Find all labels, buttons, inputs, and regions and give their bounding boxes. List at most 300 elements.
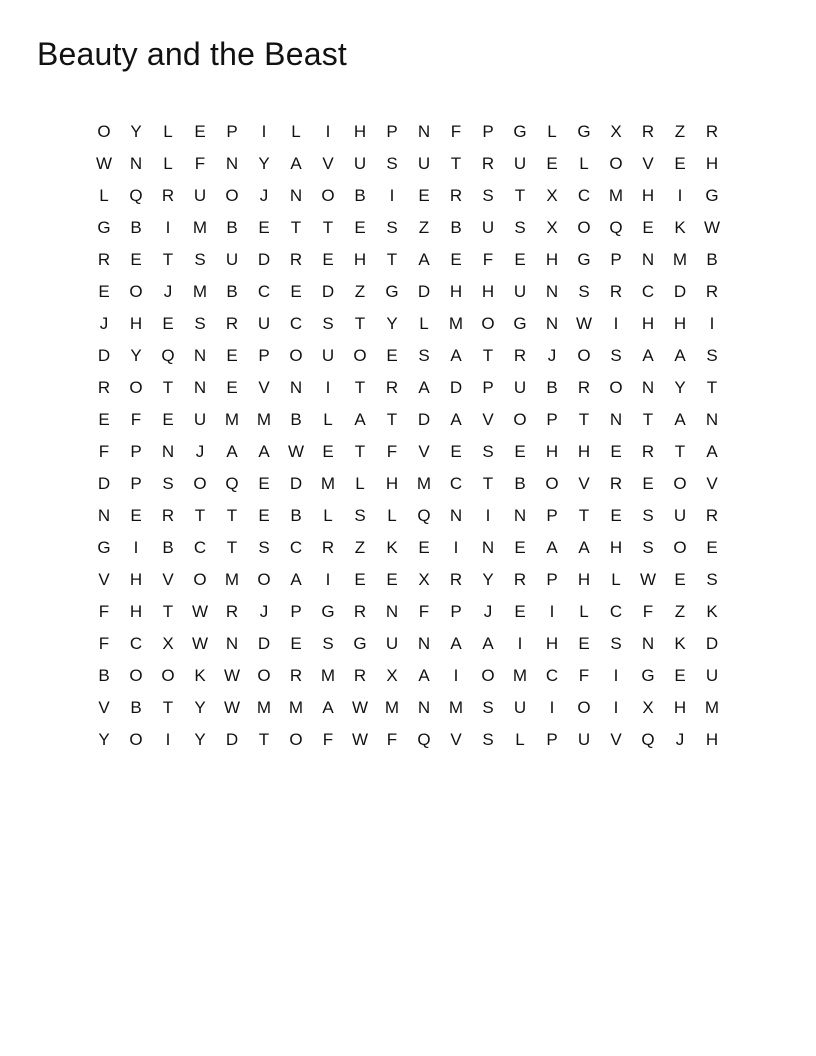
letter-cell: F [642,601,654,621]
letter-cell: E [226,377,238,397]
letter-cell: S [354,505,366,525]
letter-cell: F [98,441,110,461]
letter-cell: B [546,377,558,397]
letter-cell: T [162,377,174,397]
letter-cell: W [287,441,305,461]
letter-cell: H [449,281,463,301]
letter-cell: L [419,313,429,333]
letter-cell: N [641,377,655,397]
letter-cell: O [161,665,175,685]
letter-cell: D [705,633,719,653]
letter-cell: N [161,441,175,461]
letter-cell: C [641,281,655,301]
letter-cell: I [549,601,555,621]
letter-cell: E [290,633,302,653]
letter-cell: I [389,185,395,205]
letter-cell: O [577,697,591,717]
letter-cell: I [133,537,139,557]
letter-cell: H [129,601,143,621]
letter-cell: S [610,345,622,365]
letter-cell: S [418,345,430,365]
letter-cell: W [351,697,369,717]
letter-cell: T [354,377,366,397]
letter-cell: J [195,441,205,461]
letter-cell: E [642,473,654,493]
letter-cell: U [225,249,239,269]
letter-cell: S [194,313,206,333]
letter-cell: U [417,153,431,173]
letter-cell: I [325,569,331,589]
letter-cell: Q [225,473,239,493]
letter-cell: S [642,505,654,525]
letter-cell: N [545,281,559,301]
letter-cell: A [354,409,366,429]
letter-cell: J [259,601,269,621]
letter-cell: S [482,697,494,717]
letter-cell: G [577,249,591,269]
letter-cell: N [225,153,239,173]
letter-cell: N [129,153,143,173]
letter-cell: Q [161,345,175,365]
letter-cell: D [417,409,431,429]
letter-cell: G [705,185,719,205]
letter-cell: N [289,377,303,397]
letter-cell: M [416,473,432,493]
letter-cell: E [322,441,334,461]
letter-cell: I [613,697,619,717]
letter-cell: P [258,345,270,365]
letter-cell: T [354,441,366,461]
letter-cell: G [513,121,527,141]
letter-cell: F [386,729,398,749]
letter-cell: T [514,185,526,205]
letter-cell: H [353,249,367,269]
letter-cell: E [546,153,558,173]
letter-cell: A [290,569,302,589]
letter-cell: W [351,729,369,749]
letter-cell: M [192,281,208,301]
letter-cell: S [706,569,718,589]
letter-cell: O [609,153,623,173]
letter-cell: T [194,505,206,525]
letter-cell: G [97,217,111,237]
letter-cell: A [226,441,238,461]
letter-cell: A [546,537,558,557]
letter-cell: A [578,537,590,557]
letter-cell: K [674,217,686,237]
letter-cell: P [482,121,494,141]
letter-cell: D [449,377,463,397]
letter-cell: E [258,505,270,525]
letter-cell: C [129,633,143,653]
letter-cell: R [97,377,111,397]
letter-cell: A [322,697,334,717]
letter-cell: I [485,505,491,525]
letter-cell: E [674,153,686,173]
letter-cell: N [513,505,527,525]
letter-cell: N [417,633,431,653]
letter-cell: E [130,249,142,269]
letter-cell: A [418,249,430,269]
letter-cell: Y [386,313,398,333]
letter-cell: A [450,409,462,429]
letter-cell: I [677,185,683,205]
letter-cell: K [194,665,206,685]
letter-cell: U [705,665,719,685]
letter-cell: O [289,729,303,749]
letter-cell: Y [130,345,142,365]
letter-cell: S [578,281,590,301]
letter-cell: L [579,153,589,173]
letter-cell: E [514,537,526,557]
letter-cell: T [642,409,654,429]
letter-cell: R [609,281,623,301]
letter-cell: I [613,313,619,333]
letter-cell: O [193,473,207,493]
letter-cell: O [481,313,495,333]
letter-cell: P [546,729,558,749]
letter-cell: B [290,409,302,429]
letter-cell: Z [674,601,686,621]
letter-cell: T [482,345,494,365]
letter-cell: H [577,441,591,461]
letter-cell: F [98,633,110,653]
letter-cell: M [288,697,304,717]
letter-cell: S [194,249,206,269]
letter-cell: A [290,153,302,173]
letter-cell: C [289,313,303,333]
page-title: Beauty and the Beast [37,36,347,72]
letter-cell: H [385,473,399,493]
letter-cell: R [321,537,335,557]
letter-cell: O [97,121,111,141]
letter-cell: L [547,121,557,141]
letter-cell: G [321,601,335,621]
letter-cell: Z [418,217,430,237]
letter-cell: X [546,185,558,205]
letter-cell: E [258,217,270,237]
letter-cell: S [482,729,494,749]
letter-cell: E [130,505,142,525]
letter-cell: N [609,409,623,429]
letter-cell: X [418,569,430,589]
letter-cell: F [482,249,494,269]
letter-cell: V [162,569,174,589]
letter-cell: A [482,633,494,653]
letter-cell: B [130,217,142,237]
letter-cell: Q [129,185,143,205]
letter-cell: O [257,665,271,685]
letter-cell: R [449,185,463,205]
letter-cell: H [577,569,591,589]
letter-cell: F [578,665,590,685]
letter-cell: H [129,313,143,333]
letter-cell: H [545,633,559,653]
letter-cell: U [513,377,527,397]
letter-cell: C [545,665,559,685]
letter-cell: R [481,153,495,173]
letter-cell: J [675,729,685,749]
letter-cell: E [226,345,238,365]
letter-cell: L [323,505,333,525]
letter-cell: A [450,633,462,653]
letter-cell: H [609,537,623,557]
letter-cell: B [226,217,238,237]
letter-cell: M [224,569,240,589]
letter-cell: R [705,505,719,525]
letter-cell: E [162,313,174,333]
letter-cell: W [191,633,209,653]
letter-cell: B [354,185,366,205]
letter-cell: U [193,409,207,429]
letter-cell: O [289,345,303,365]
letter-cell: S [482,441,494,461]
letter-cell: H [673,697,687,717]
letter-cell: P [610,249,622,269]
letter-cell: E [386,569,398,589]
letter-cell: F [322,729,334,749]
letter-cell: E [162,409,174,429]
letter-cell: P [130,473,142,493]
letter-cell: K [706,601,718,621]
letter-cell: E [706,537,718,557]
letter-cell: Y [674,377,686,397]
letter-cell: O [577,345,591,365]
letter-cell: G [641,665,655,685]
letter-cell: T [354,313,366,333]
letter-cell: I [613,665,619,685]
letter-cell: I [549,697,555,717]
letter-cell: R [609,473,623,493]
letter-cell: R [513,345,527,365]
letter-cell: M [320,473,336,493]
letter-cell: L [611,569,621,589]
letter-cell: C [257,281,271,301]
letter-cell: X [610,121,622,141]
letter-cell: J [483,601,493,621]
letter-cell: N [449,505,463,525]
letter-cell: E [354,217,366,237]
letter-cell: T [386,249,398,269]
letter-cell: Q [609,217,623,237]
letter-cell: V [418,441,430,461]
letter-cell: O [481,665,495,685]
letter-cell: P [290,601,302,621]
letter-cell: U [513,153,527,173]
letter-cell: F [450,121,462,141]
letter-cell: V [98,697,110,717]
letter-cell: B [290,505,302,525]
letter-cell: T [322,217,334,237]
letter-cell: S [610,633,622,653]
letter-cell: E [258,473,270,493]
letter-cell: V [578,473,590,493]
letter-cell: V [642,153,654,173]
letter-cell: E [578,633,590,653]
letter-cell: S [258,537,270,557]
letter-cell: L [579,601,589,621]
letter-cell: P [130,441,142,461]
letter-cell: H [129,569,143,589]
letter-cell: S [322,313,334,333]
letter-cell: R [449,569,463,589]
letter-cell: H [705,153,719,173]
letter-cell: R [705,121,719,141]
letter-cell: A [418,377,430,397]
letter-cell: Q [417,505,431,525]
letter-cell: H [545,249,559,269]
letter-cell: R [97,249,111,269]
letter-cell: E [322,249,334,269]
letter-cell: M [704,697,720,717]
letter-cell: D [321,281,335,301]
letter-cell: F [418,601,430,621]
letter-cell: L [387,505,397,525]
letter-cell: F [98,601,110,621]
letter-cell: L [291,121,301,141]
letter-cell: R [577,377,591,397]
letter-cell: C [193,537,207,557]
letter-cell: U [577,729,591,749]
letter-cell: T [706,377,718,397]
letter-cell: X [546,217,558,237]
letter-cell: O [353,345,367,365]
letter-cell: U [321,345,335,365]
letter-cell: B [514,473,526,493]
letter-cell: N [289,185,303,205]
letter-cell: H [641,185,655,205]
letter-cell: B [226,281,238,301]
letter-cell: I [453,665,459,685]
letter-cell: V [322,153,334,173]
letter-cell: C [449,473,463,493]
letter-cell: I [165,217,171,237]
letter-cell: R [705,281,719,301]
letter-cell: L [99,185,109,205]
letter-cell: S [482,185,494,205]
letter-cell: P [546,569,558,589]
letter-cell: M [256,697,272,717]
letter-cell: Q [417,729,431,749]
letter-cell: I [453,537,459,557]
letter-cell: T [386,409,398,429]
letter-cell: I [325,377,331,397]
letter-cell: A [706,441,718,461]
letter-cell: P [450,601,462,621]
letter-cell: N [417,121,431,141]
letter-cell: W [95,153,113,173]
letter-cell: Y [258,153,270,173]
letter-cell: L [515,729,525,749]
letter-cell: J [547,345,557,365]
letter-cell: V [258,377,270,397]
letter-cell: P [546,409,558,429]
letter-cell: R [161,185,175,205]
letter-cell: I [709,313,715,333]
letter-cell: L [355,473,365,493]
letter-cell: B [450,217,462,237]
letter-cell: P [386,121,398,141]
letter-cell: O [129,281,143,301]
letter-cell: K [386,537,398,557]
letter-cell: M [448,697,464,717]
letter-cell: T [226,505,238,525]
letter-cell: B [98,665,110,685]
letter-cell: T [482,473,494,493]
letter-cell: E [98,409,110,429]
letter-cell: C [289,537,303,557]
letter-cell: E [354,569,366,589]
letter-cell: E [418,185,430,205]
letter-cell: R [289,665,303,685]
letter-cell: W [639,569,657,589]
letter-cell: D [417,281,431,301]
letter-cell: N [385,601,399,621]
letter-cell: R [225,601,239,621]
letter-cell: Z [354,537,366,557]
letter-cell: M [320,665,336,685]
letter-cell: G [513,313,527,333]
letter-cell: O [129,665,143,685]
letter-cell: B [130,697,142,717]
letter-cell: O [673,537,687,557]
letter-cell: T [162,249,174,269]
letter-cell: M [192,217,208,237]
letter-cell: X [162,633,174,653]
letter-cell: W [223,697,241,717]
letter-cell: T [578,409,590,429]
letter-cell: M [224,409,240,429]
letter-cell: E [610,505,622,525]
letter-cell: O [321,185,335,205]
letter-cell: Y [194,697,206,717]
letter-cell: L [163,153,173,173]
letter-cell: I [325,121,331,141]
word-search-grid [88,115,728,755]
letter-cell: T [674,441,686,461]
letter-cell: B [162,537,174,557]
letter-cell: V [610,729,622,749]
letter-cell: R [513,569,527,589]
letter-cell: P [482,377,494,397]
letter-cell: E [514,441,526,461]
letter-cell: M [448,313,464,333]
letter-cell: O [225,185,239,205]
letter-cell: G [97,537,111,557]
letter-cell: R [225,313,239,333]
letter-cell: N [193,377,207,397]
letter-cell: E [674,569,686,589]
letter-cell: M [256,409,272,429]
letter-cell: I [261,121,267,141]
letter-cell: U [673,505,687,525]
letter-cell: R [161,505,175,525]
letter-cell: D [97,473,111,493]
letter-cell: J [163,281,173,301]
letter-cell: H [705,729,719,749]
letter-cell: L [163,121,173,141]
letter-cell: U [513,281,527,301]
letter-cell: O [545,473,559,493]
letter-cell: Y [194,729,206,749]
letter-cell: Z [674,121,686,141]
letter-cell: L [323,409,333,429]
letter-cell: M [672,249,688,269]
letter-cell: N [97,505,111,525]
letter-cell: C [609,601,623,621]
letter-cell: A [642,345,654,365]
letter-cell: N [481,537,495,557]
